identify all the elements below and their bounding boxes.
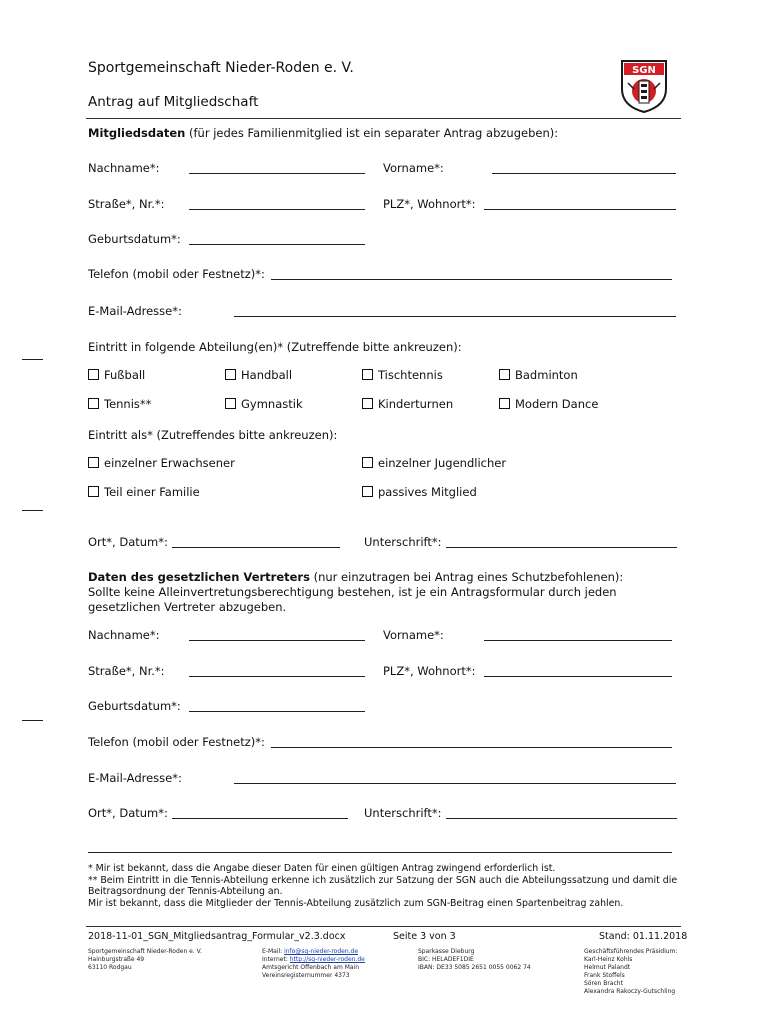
label-ort-datum: Ort*, Datum*: <box>88 535 168 549</box>
footnote-line: Beitragsordnung der Tennis-Abteilung an. <box>88 886 283 897</box>
footer-line: Sören Bracht <box>584 980 623 987</box>
label-strasse: Straße*, Nr.*: <box>88 197 165 211</box>
footer-address <box>88 948 202 972</box>
input-strasse[interactable] <box>189 209 365 210</box>
input-guardian-unterschrift[interactable] <box>446 818 677 819</box>
footer-bank <box>418 948 531 972</box>
input-unterschrift[interactable] <box>446 547 677 548</box>
footer-page: Seite 3 von 3 <box>393 931 456 942</box>
footer-line: Alexandra Rakoczy-Gutschling <box>584 988 676 995</box>
label-guardian-geburtsdatum: Geburtsdatum*: <box>88 699 181 713</box>
footer-line: Amtsgericht Offenbach am Main <box>262 964 360 971</box>
input-guardian-geburtsdatum[interactable] <box>189 711 365 712</box>
footer-line: BIC: HELADEF1DIE <box>418 956 474 963</box>
label-guardian-ort-datum: Ort*, Datum*: <box>88 806 168 820</box>
input-guardian-strasse[interactable] <box>189 676 365 677</box>
sgn-logo-icon <box>620 59 668 114</box>
label-nachname: Nachname*: <box>88 161 160 175</box>
label-guardian-strasse: Straße*, Nr.*: <box>88 664 165 678</box>
guardian-note-line: gesetzlichen Vertreter abzugeben. <box>88 600 287 614</box>
footer-email-line <box>262 948 365 956</box>
label-email: E-Mail-Adresse*: <box>88 304 182 318</box>
footer-divider <box>86 926 681 927</box>
checkbox-teil-einer-familie[interactable] <box>88 486 99 497</box>
label-vorname: Vorname*: <box>383 161 444 175</box>
option-handball: Handball <box>241 368 293 382</box>
input-guardian-email[interactable] <box>234 783 676 784</box>
checkbox-tennis[interactable] <box>88 398 99 409</box>
org-name: Sportgemeinschaft Nieder-Roden e. V. <box>88 60 354 76</box>
footer-line: Sportgemeinschaft Nieder-Roden e. V. <box>88 948 202 955</box>
option-einzelner-jugendlicher: einzelner Jugendlicher <box>378 456 507 470</box>
label-guardian-unterschrift: Unterschrift*: <box>364 806 442 820</box>
option-kinderturnen: Kinderturnen <box>378 397 454 411</box>
fold-mark <box>22 359 43 360</box>
footer-line: Geschäftsführendes Präsidium: <box>584 948 678 955</box>
input-plz[interactable] <box>484 209 676 210</box>
guardian-note-line: Sollte keine Alleinvertretungsberechtigung bestehen, ist je ein Antragsformular durch jeden <box>88 585 617 599</box>
form-title: Antrag auf Mitgliedschaft <box>88 94 259 110</box>
footer-line: Helmut Palandt <box>584 964 631 971</box>
input-telefon[interactable] <box>271 279 672 280</box>
footer-web-link[interactable]: http://sg-nieder-roden.de <box>289 956 365 963</box>
option-teil-einer-familie: Teil einer Familie <box>104 485 200 499</box>
fold-mark <box>22 720 43 721</box>
option-einzelner-erwachsener: einzelner Erwachsener <box>104 456 235 470</box>
checkbox-kinderturnen[interactable] <box>362 398 373 409</box>
footer-email-link[interactable]: info@sg-nieder-roden.de <box>284 948 359 955</box>
footnote-line: * Mir ist bekannt, dass die Angabe dieser Daten für einen gültigen Antrag zwingend erforderlich ist. <box>88 863 556 874</box>
option-passives-mitglied: passives Mitglied <box>378 485 477 499</box>
punch-mark <box>22 510 43 511</box>
input-geburtsdatum[interactable] <box>189 244 365 245</box>
departments-label: Eintritt in folgende Abteilung(en)* (Zutreffende bitte ankreuzen): <box>88 340 462 354</box>
input-nachname[interactable] <box>189 173 365 174</box>
checkbox-badminton[interactable] <box>499 369 510 380</box>
member-heading-rest: (für jedes Familienmitglied ist ein separater Antrag abzugeben): <box>189 126 559 140</box>
checkbox-fussball[interactable] <box>88 369 99 380</box>
label-plz: PLZ*, Wohnort*: <box>383 197 476 211</box>
header-divider <box>86 118 681 119</box>
footer-line: Sparkasse Dieburg <box>418 948 475 955</box>
checkbox-gymnastik[interactable] <box>225 398 236 409</box>
checkbox-handball[interactable] <box>225 369 236 380</box>
option-tennis: Tennis** <box>104 397 152 411</box>
input-guardian-vorname[interactable] <box>484 640 672 641</box>
footer-line: Vereinsregisternummer 4373 <box>262 972 350 979</box>
checkbox-tischtennis[interactable] <box>362 369 373 380</box>
input-guardian-nachname[interactable] <box>189 640 365 641</box>
sgn-logo <box>620 59 668 114</box>
label-guardian-email: E-Mail-Adresse*: <box>88 771 182 785</box>
input-guardian-plz[interactable] <box>484 676 672 677</box>
footer-stand: Stand: 01.11.2018 <box>599 931 688 942</box>
option-modern-dance: Modern Dance <box>515 397 599 411</box>
checkbox-einzelner-erwachsener[interactable] <box>88 457 99 468</box>
footer-line: Hainburgstraße 49 <box>88 956 145 963</box>
option-gymnastik: Gymnastik <box>241 397 303 411</box>
footer-line: 63110 Rodgau <box>88 964 132 971</box>
footer-email-label: E-Mail: <box>262 948 285 955</box>
footnote-line: Mir ist bekannt, dass die Mitglieder der Tennis-Abteilung zusätzlich zum SGN-Beitrag einen Spartenbeitrag zahlen. <box>88 897 624 909</box>
label-guardian-telefon: Telefon (mobil oder Festnetz)*: <box>88 735 265 749</box>
input-guardian-ort-datum[interactable] <box>172 818 348 819</box>
footer-web-label: Internet: <box>262 956 290 963</box>
input-vorname[interactable] <box>492 173 676 174</box>
guardian-heading-rest: (nur einzutragen bei Antrag eines Schutzbefohlenen): <box>313 570 624 584</box>
checkbox-einzelner-jugendlicher[interactable] <box>362 457 373 468</box>
notes-divider <box>88 852 672 853</box>
footnotes <box>88 863 677 909</box>
footer-contact <box>262 948 365 980</box>
option-badminton: Badminton <box>515 368 578 382</box>
label-guardian-vorname: Vorname*: <box>383 628 444 642</box>
member-heading <box>88 126 558 140</box>
checkbox-passives-mitglied[interactable] <box>362 486 373 497</box>
footer-line: IBAN: DE33 5085 2651 0055 0062 74 <box>418 964 531 971</box>
membership-label: Eintritt als* (Zutreffendes bitte ankreuzen): <box>88 428 338 442</box>
label-guardian-plz: PLZ*, Wohnort*: <box>383 664 476 678</box>
footer-line: Karl-Heinz Kohls <box>584 956 633 963</box>
footnote-line: ** Beim Eintritt in die Tennis-Abteilung erkenne ich zusätzlich zur Satzung der SGN auch die Abteilungssatzung und damit die <box>88 874 678 886</box>
svg-text:SGN: SGN <box>632 65 656 76</box>
footer-web-line <box>262 956 365 964</box>
label-guardian-nachname: Nachname*: <box>88 628 160 642</box>
label-geburtsdatum: Geburtsdatum*: <box>88 232 181 246</box>
footer-filename: 2018-11-01_SGN_Mitgliedsantrag_Formular_v2.3.docx <box>88 931 346 942</box>
option-tischtennis: Tischtennis <box>378 368 443 382</box>
input-ort-datum[interactable] <box>172 547 340 548</box>
label-telefon: Telefon (mobil oder Festnetz)*: <box>88 267 265 281</box>
checkbox-modern-dance[interactable] <box>499 398 510 409</box>
footer-board <box>584 948 677 996</box>
footer-line: Frank Stoffels <box>584 972 625 979</box>
option-fussball: Fußball <box>104 368 146 382</box>
member-heading-bold: Mitgliedsdaten <box>88 126 186 140</box>
input-email[interactable] <box>234 316 676 317</box>
input-guardian-telefon[interactable] <box>271 747 672 748</box>
label-unterschrift: Unterschrift*: <box>364 535 442 549</box>
guardian-heading <box>88 570 623 584</box>
guardian-heading-bold: Daten des gesetzlichen Vertreters <box>88 570 310 584</box>
